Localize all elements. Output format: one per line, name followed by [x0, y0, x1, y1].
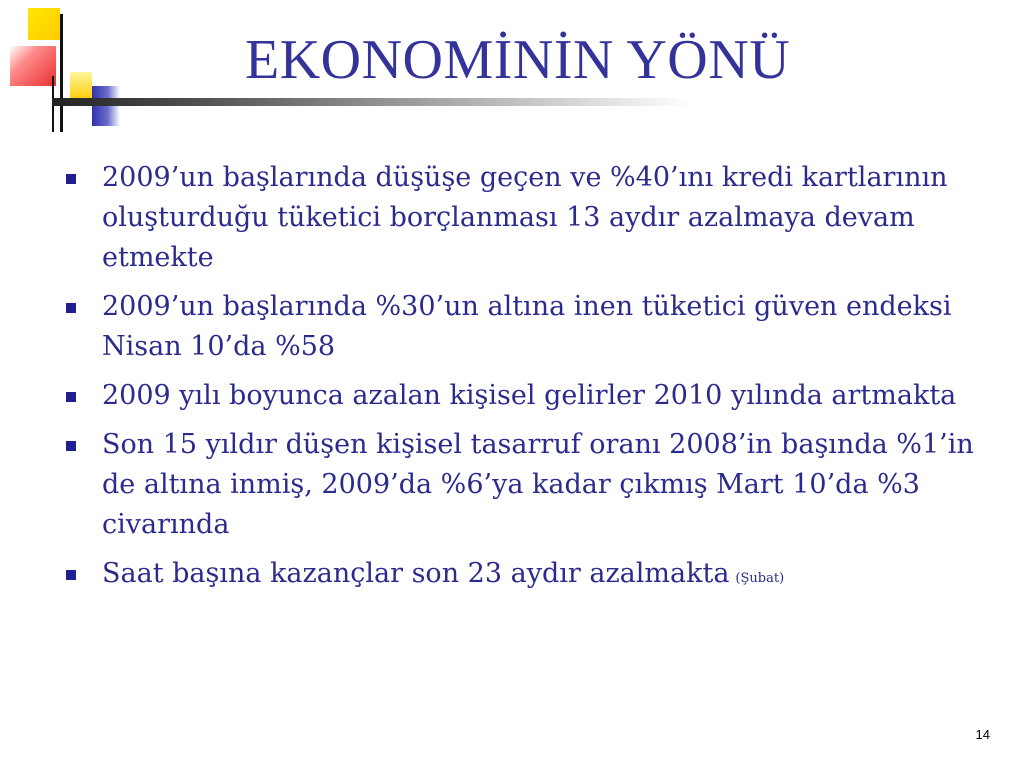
- bullet-text: [102, 558, 784, 589]
- square-bullet-icon: [66, 303, 76, 313]
- bullet-text: 2009’un başlarında %30’un altına inen tüketici güven endeksi Nisan 10’da %58: [102, 291, 952, 362]
- page-number: 14: [975, 727, 990, 742]
- red-square-icon: [10, 46, 56, 86]
- bullet-text-main: Saat başına kazançlar son 23 aydır azalmakta: [102, 558, 730, 589]
- square-bullet-icon: [66, 570, 76, 580]
- square-bullet-icon: [66, 392, 76, 402]
- bullet-item: [62, 376, 982, 416]
- title-underline-rule: [52, 98, 692, 106]
- square-bullet-icon: [66, 174, 76, 184]
- vertical-rule: [60, 14, 63, 132]
- bullet-item: [62, 425, 982, 545]
- bullet-text: 2009 yılı boyunca azalan kişisel gelirler 2010 yılında artmakta: [102, 380, 957, 411]
- bullet-text: Son 15 yıldır düşen kişisel tasarruf oranı 2008’in başında %1’in de altına inmiş, 2009’da %6’ya kadar çıkmış Mart 10’da %3 civarında: [102, 429, 974, 540]
- bullet-item: [62, 287, 982, 367]
- slide-title: EKONOMİNİN YÖNÜ: [245, 29, 791, 91]
- bullet-item: [62, 554, 982, 599]
- bullet-text: 2009’un başlarında düşüşe geçen ve %40’ını kredi kartlarının oluşturduğu tüketici borçlanması 13 aydır azalmaya devam etmekte: [102, 162, 948, 273]
- bullet-item: [62, 158, 982, 278]
- small-yellow-square-icon: [70, 72, 92, 100]
- square-bullet-icon: [66, 441, 76, 451]
- bullet-note: (Şubat): [735, 571, 785, 586]
- bullet-list: [62, 158, 982, 608]
- blue-square-icon: [92, 86, 120, 126]
- yellow-square-icon: [28, 8, 60, 40]
